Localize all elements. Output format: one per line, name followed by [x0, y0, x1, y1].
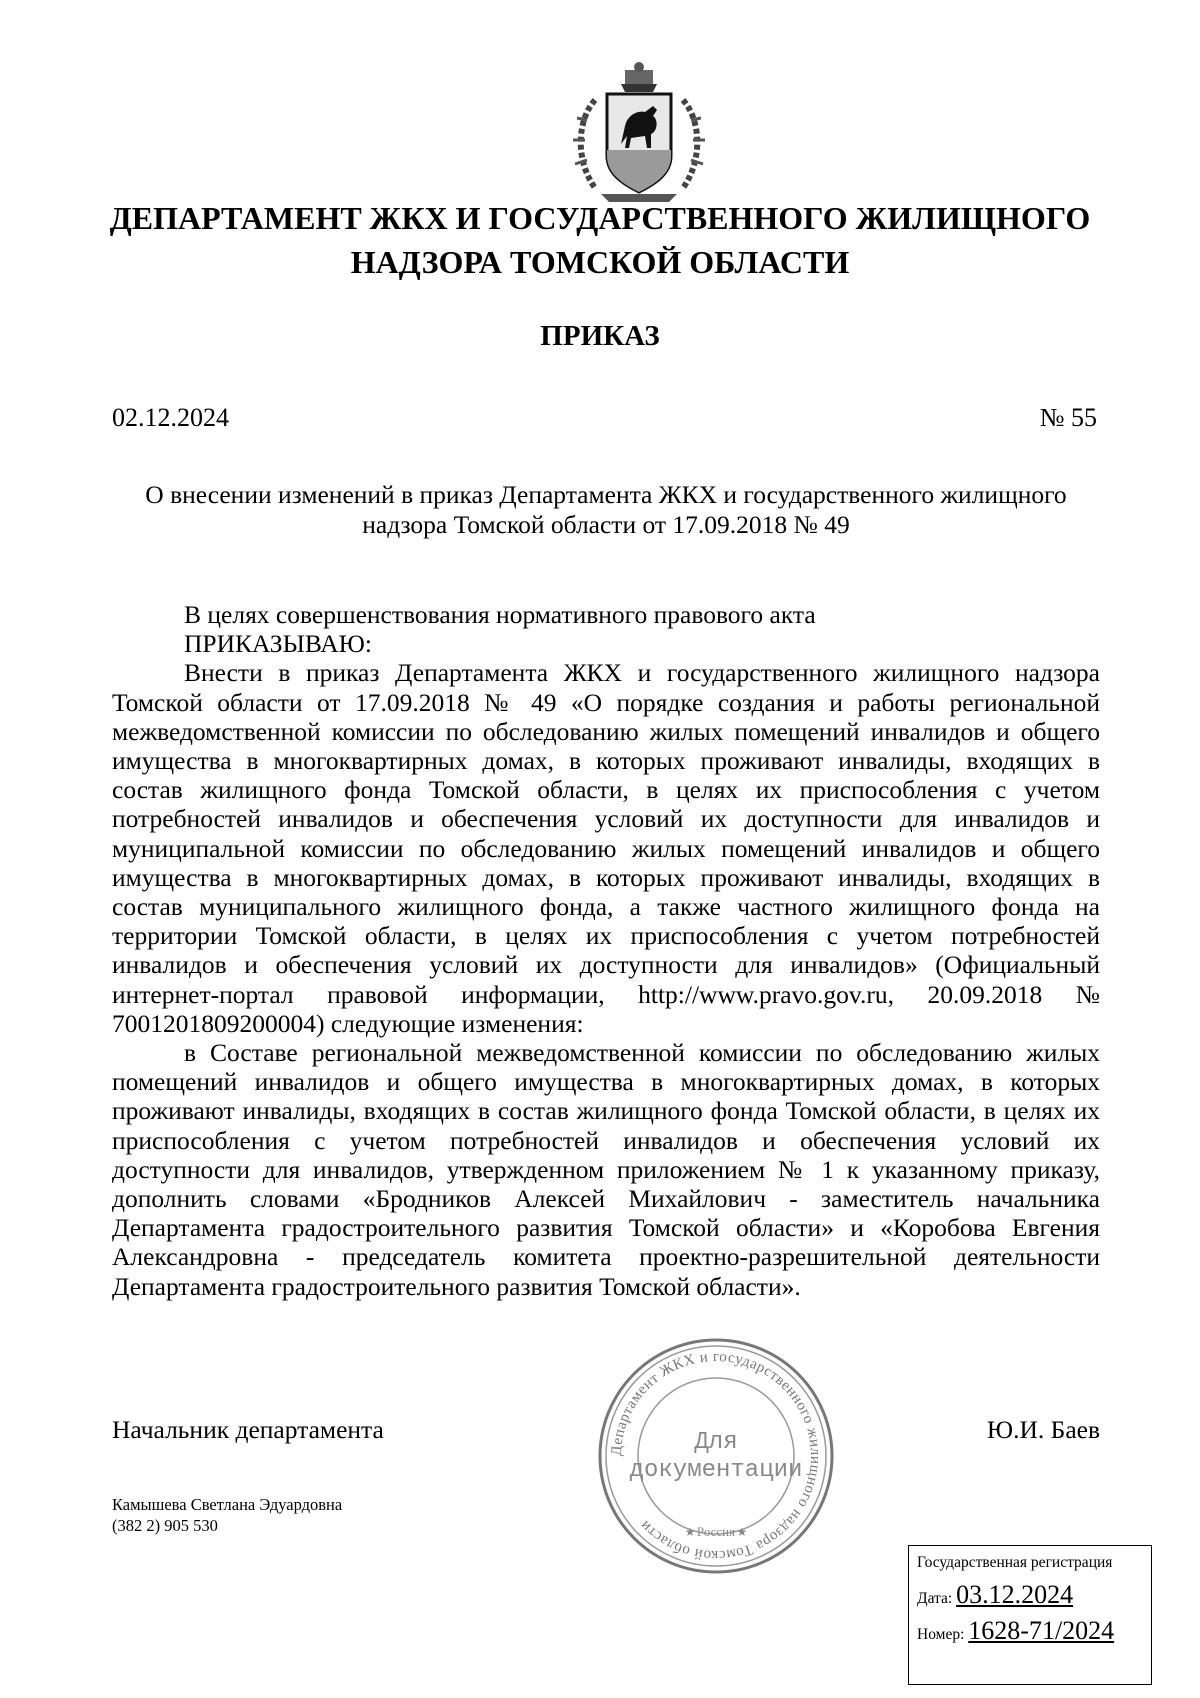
round-seal-stamp-icon: [596, 1336, 836, 1576]
amendment-paragraph-2: в Составе региональной межведомственной комиссии по обследованию жилых помещений инвалидов и общего имущества в многоквартирных домах, в которых проживают инвалиды, входящих в состав жилищного фонда Томской области, в целях их приспособления с учетом потребностей инвалидов и обеспечения условий их доступности для инвалидов, утвержденном приложением № 1 к указанному приказу, дополнить словами «Бродников Алексей Михайлович - заместитель начальника Департамента градостроительного развития Томской области» и «Коробова Евгения Александровна - председатель комитета проектно-разрешительной деятельности Департамента градостроительного развития Томской области».: [112, 1038, 1100, 1301]
registration-date-row: [917, 1581, 1143, 1610]
state-registration-box: [908, 1545, 1152, 1685]
order-subject: [112, 480, 1100, 540]
stamp-center-text-2: документации: [629, 1457, 803, 1484]
executor-contact: [112, 1494, 342, 1536]
stamp-center-text-1: Для: [694, 1429, 738, 1456]
executor-name: Камышева Светлана Эдуардовна: [112, 1495, 343, 1514]
purpose-paragraph: В целях совершенствования нормативного правового акта: [184, 600, 816, 629]
coat-of-arms-icon: [565, 60, 713, 208]
executor-phone: (382 2) 905 530: [112, 1516, 218, 1535]
registration-number-row: [917, 1617, 1143, 1646]
order-date: 02.12.2024: [112, 403, 229, 432]
registration-number-label: Номер:: [917, 1626, 965, 1643]
order-body: [112, 600, 1100, 1301]
signatory-name: Ю.И. Баев: [986, 1415, 1100, 1444]
stamp-star-left-icon: ★: [684, 1525, 696, 1539]
department-name-line-2: НАДЗОРА ТОМСКОЙ ОБЛАСТИ: [350, 244, 850, 280]
amendment-paragraph-1: Внести в приказ Департамента ЖКХ и государственного жилищного надзора Томской области от 17.09.2018 № 49 «О порядке создания и работы региональной межведомственной комиссии по обследованию жилых помещений инвалидов и общего имущества в многоквартирных домах, в которых проживают инвалиды, входящих в состав жилищного фонда Томской области, в целях их приспособления с учетом потребностей инвалидов и обеспечения условий их доступности для инвалидов и муниципальной комиссии по обследованию жилых помещений инвалидов и общего имущества в многоквартирных домах, в которых проживают инвалиды, входящих в состав муниципального жилищного фонда, а также частного жилищного фонда на территории Томской области, в целях их приспособления с учетом потребностей инвалидов и обеспечения условий их доступности для инвалидов» (Официальный интернет-портал правовой информации, http://www.pravo.gov.ru, 20.09.2018 № 7001201809200004) следующие изменения:: [112, 658, 1100, 1038]
order-subject-line-2: надзора Томской области от 17.09.2018 № 49: [362, 510, 850, 539]
registration-date-value: 03.12.2024: [956, 1580, 1074, 1609]
stamp-star-right-icon: ★: [736, 1525, 748, 1539]
department-name-line-1: ДЕПАРТАМЕНТ ЖКХ И ГОСУДАРСТВЕННОГО ЖИЛИЩНОГО: [109, 200, 1091, 236]
registration-title: Государственная регистрация: [917, 1554, 1113, 1571]
order-directive-word: ПРИКАЗЫВАЮ:: [184, 629, 372, 659]
stamp-bottom-text: Россия: [696, 1524, 736, 1539]
signatory-title: Начальник департамента: [112, 1415, 384, 1444]
order-number: № 55: [1039, 403, 1097, 432]
registration-number-value: 1628-71/2024: [968, 1616, 1115, 1645]
stamp-ring-text: Департамент ЖКХ и государственного жилищного надзора Томской области: [608, 1348, 824, 1564]
document-type-title: ПРИКАЗ: [540, 320, 660, 352]
department-name: [100, 196, 1100, 284]
order-subject-line-1: О внесении изменений в приказ Департамента ЖКХ и государственного жилищного: [145, 480, 1067, 509]
registration-date-label: Дата:: [917, 1590, 953, 1607]
